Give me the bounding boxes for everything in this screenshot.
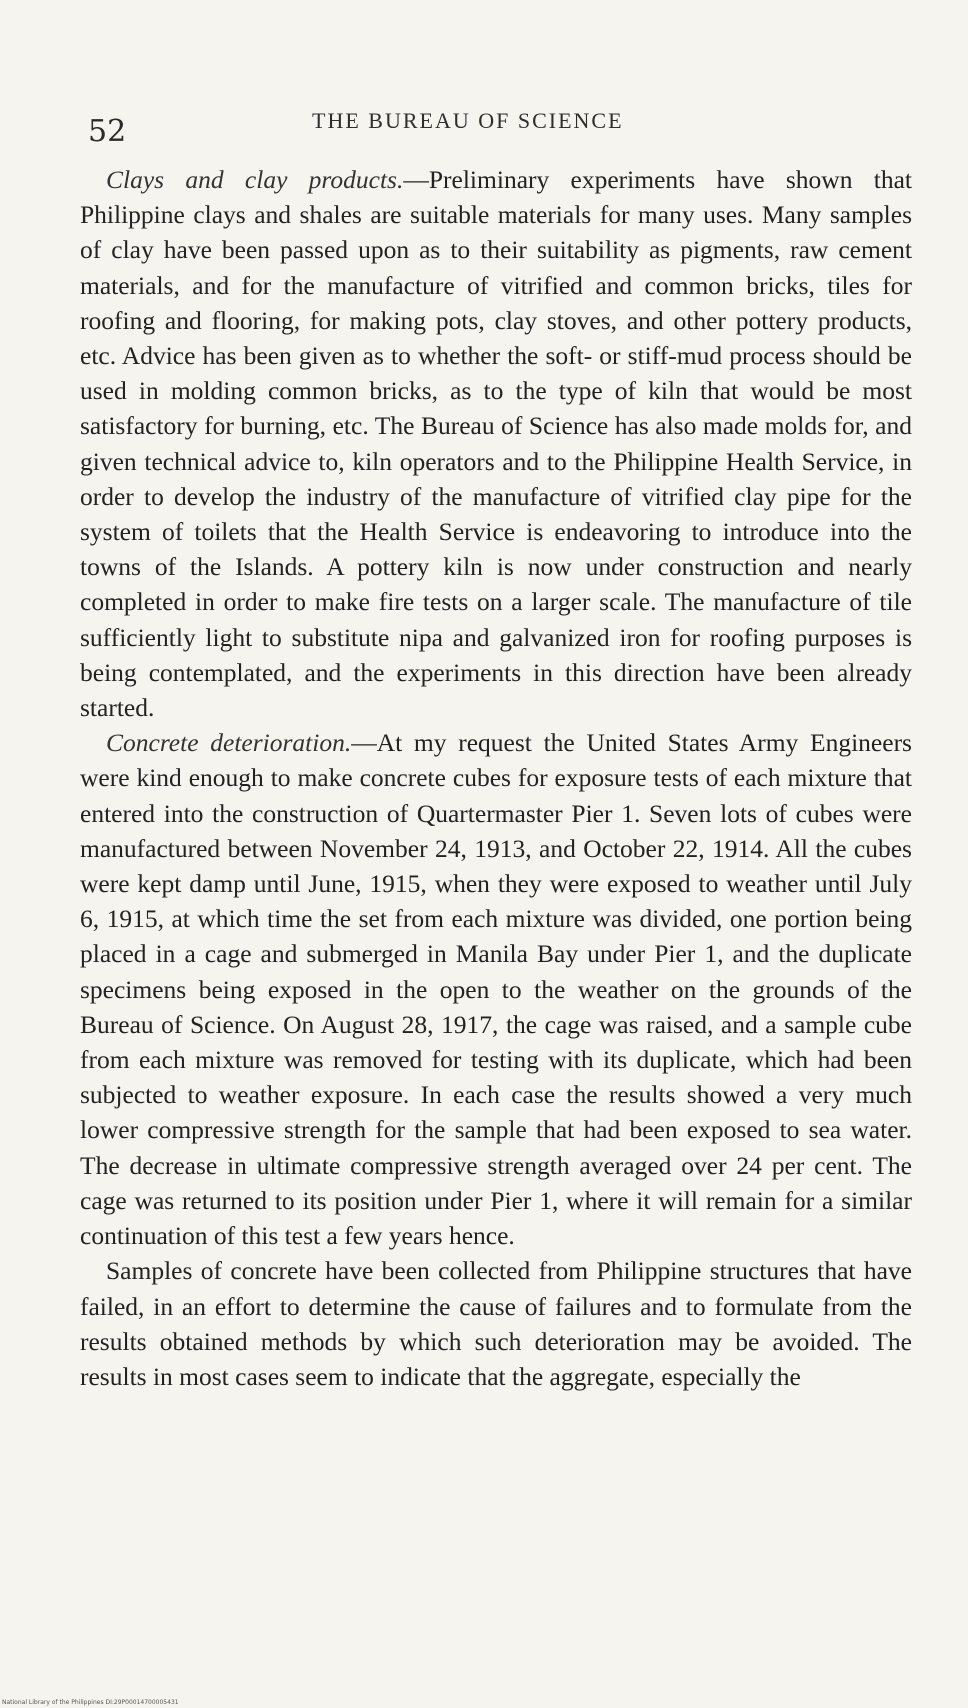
paragraph-text: Samples of concrete have been collected from Philippine structures that have failed, in an effort to determine the cause of failures and to formulate from the results obtained methods by which such deterioration may be avoided. The results in most cases seem to indicate that the aggregate, especially the [80,1256,912,1391]
running-head: THE BUREAU OF SCIENCE [312,108,624,133]
paragraph-clays [80,162,912,725]
library-footer-note: National Library of the Philippines DI:29P00014700005431 [2,1699,179,1706]
page-header [82,108,902,148]
body-text [80,162,912,1394]
paragraph-text: —At my request the United States Army Engineers were kind enough to make concrete cubes for exposure tests of each mixture that entered into the construction of Quartermaster Pier 1. Seven lots of cubes were manufactured between November 24, 1913, and October 22, 1914. All the cubes were kept damp until June, 1915, when they were exposed to weather until July 6, 1915, at which time the set from each mixture was divided, one portion being placed in a cage and submerged in Manila Bay under Pier 1, and the duplicate specimens being exposed in the open to the weather on the grounds of the Bureau of Science. On August 28, 1917, the cage was raised, and a sample cube from each mixture was removed for testing with its duplicate, which had been subjected to weather exposure. In each case the results showed a very much lower compressive strength for the sample that had been exposed to sea water. The decrease in ultimate compressive strength averaged over 24 per cent. The cage was returned to its position under Pier 1, where it will remain for a similar continuation of this test a few years hence. [80,728,912,1251]
paragraph-lead: Clays and clay products. [106,165,404,194]
paragraph-concrete [80,725,912,1253]
paragraph-samples [80,1253,912,1394]
page-number: 52 [88,114,127,149]
paragraph-lead: Concrete deterioration. [106,728,352,758]
paragraph-text: —Preliminary experiments have shown that Philippine clays and shales are suitable materials for many uses. Many samples of clay have been passed upon as to their suitability as pigments, raw cement materials, and for the manufacture of vitrified and common bricks, tiles for roofing and flooring, for making pots, clay stoves, and other pottery products, etc. Advice has been given as to whether the soft- or stiff-mud process should be used in molding common bricks, as to the type of kiln that would be most satisfactory for burning, etc. The Bureau of Science has also made molds for, and given technical advice to, kiln operators and to the Philippine Health Service, in order to develop the industry of the manufacture of vitrified clay pipe for the system of toilets that the Health Service is endeavoring to introduce into the towns of the Islands. A pottery kiln is now under construction and nearly completed in order to make fire tests on a larger scale. The manufacture of tile sufficiently light to substitute nipa and galvanized iron for roofing purposes is being contemplated, and the experiments in this direction have been already started. [80,165,912,723]
